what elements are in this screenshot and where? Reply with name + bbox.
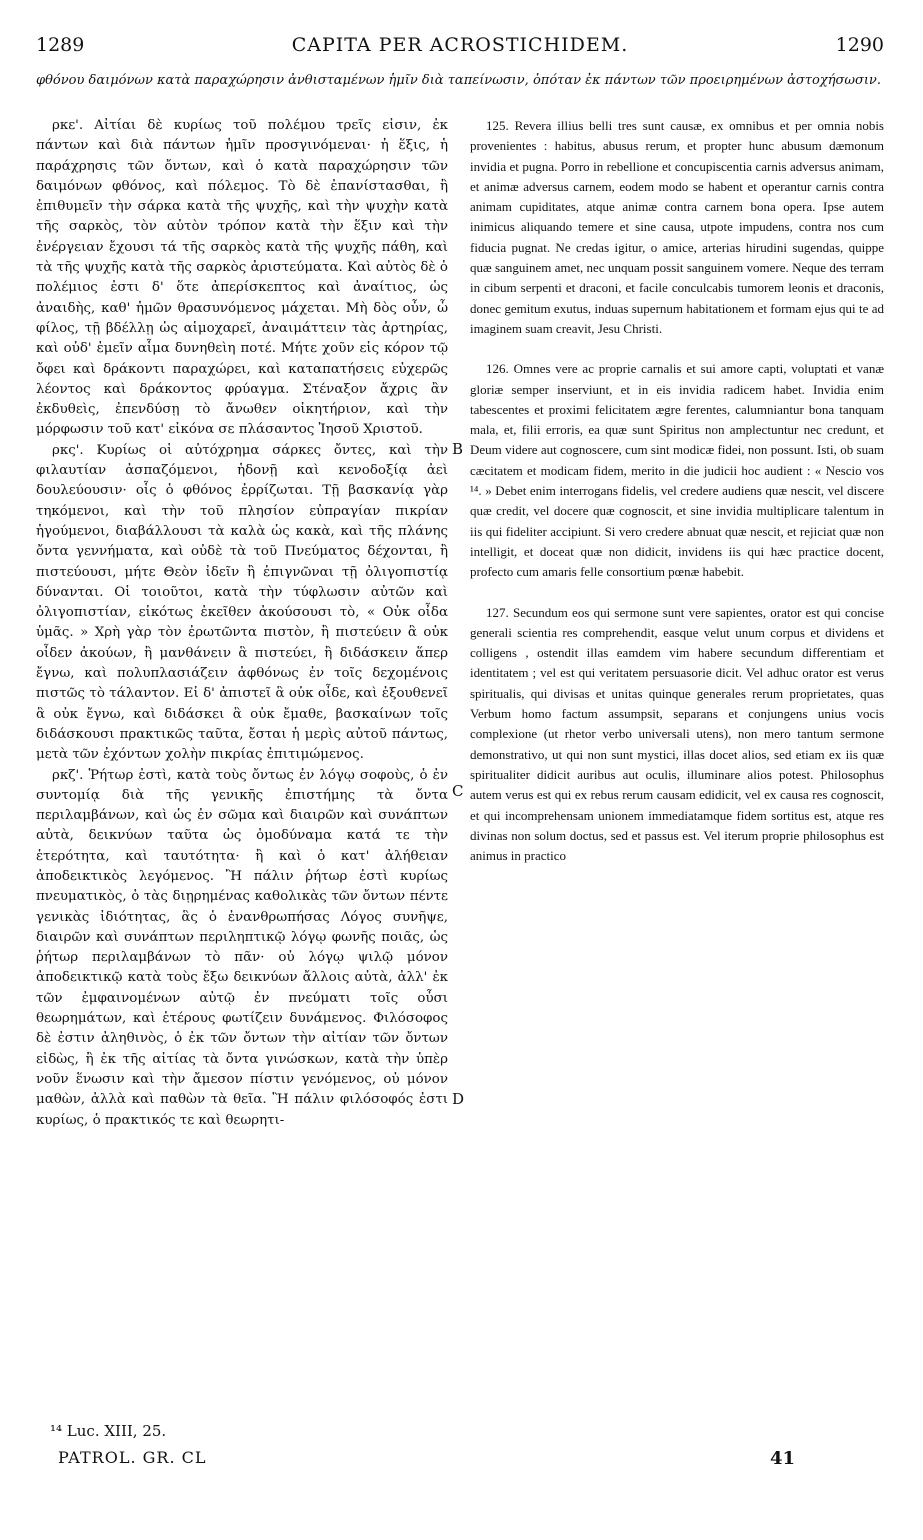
margin-marker-b: B <box>452 440 464 458</box>
greek-chapter-126: ρκς'. Κυρίως οἱ αὐτόχρημα σάρκες ὄντες, καὶ τὴν φιλαυτίαν ἀσπαζόμενοι, ἡδονῇ καὶ κενοδοξίᾳ ἀεὶ δουλεύουσιν· οἷς ὁ φθόνος ἐρρίζωται. Τῇ βασκανίᾳ γὰρ τηκόμενοι, καὶ τὴν τοῦ πλησίον εὐπραγίαν πικρίαν ἡγούμενοι, διαβάλλουσι τὰ καλὰ ὡς κακὰ, καὶ τῆς πλάνης ὄντα γεννήματα, καὶ οὐδὲ τὰ τοῦ Πνεύματος δέχονται, ἢ πιστεύουσι, μήτε Θεὸν ἰδεῖν ἢ ἐπιγνῶναι τῇ ὀλιγοπιστίᾳ δύνανται. Οἱ τοιοῦτοι, κατὰ τὴν τύφλωσιν αὐτῶν καὶ ὀλιγοπιστίαν, εἰκότως ἐκεῖθεν ἀκούσουσι τὸ, « Οὐκ οἶδα ὑμᾶς. » Χρὴ γὰρ τὸν ἐρωτῶντα πιστὸν, ἢ πιστεύειν ἃ οὐκ οἶδεν ἀκούων, ἢ μανθάνειν ἃ πιστεύει, ἢ διδάσκειν ἅπερ ἔγνω, καὶ πολυπλασιάζειν ἀφθόνως ἐν τοῖς δεχομένοις πιστῶς τὸ τάλαντον. Εἰ δ' ἀπιστεῖ ἃ οὐκ οἶδε, καὶ ἐξουθενεῖ ἃ οὐκ ἔγνω, καὶ διδάσκει ἃ οὐκ ἔμαθε, βασκαίνων τοῖς διδάσκουσι πρακτικῶς ταῦτα, ἔσται ἡ μερὶς αὐτοῦ πάντως, μετὰ τῶν ἐχόντων χολὴν πικρίας ἐπιτιμώμενος. <box>36 442 448 763</box>
running-title: CAPITA PER ACROSTICHIDEM. <box>291 34 629 56</box>
left-page-number: 1289 <box>36 34 85 56</box>
latin-column <box>470 116 884 886</box>
margin-marker-c: C <box>452 782 464 800</box>
latin-chapter-125: 125. Revera illius belli tres sunt causæ, ex omnibus et per omnia nobis provenientes : habitus, abusus rerum, et propter hunc abusum dæmonum invidia et pugna. Porro in rebellione et concupiscentia carnis adversus animam, et animæ adversus carnem, eodem modo se habent et operantur carnis contra animam cupiditates, atque animæ contra carnem bona opera. Ipse autem inimicus aliquando temere et sine causa, utpote impudens, contra nos cum fiducia pugnat. Ne credas igitur, o amice, arterias hirudini sugendas, quippe quæ sanguinem amet, nec unquam possit sanguinem vomere. Neque des terram in cibum serpenti et draconi, et facile conculcabis tumorem leonis et draconis, donec gemitum exutus, induas supernum habitationem et formam ejus qui te ad imaginem suam creavit, Jesu Christi. <box>470 118 884 336</box>
right-page-number: 1290 <box>835 34 884 56</box>
sheet-number: 41 <box>770 1448 796 1469</box>
greek-chapter-127: ρκζ'. Ῥήτωρ ἐστὶ, κατὰ τοὺς ὄντως ἐν λόγῳ σοφοὺς, ὁ ἐν συντομίᾳ διὰ τῆς γενικῆς ἐπιστήμης τὰ ὄντα περιλαμβάνων, καὶ ὡς ἐν σῶμα καὶ διαιρῶν καὶ συνάπτων αὐτὰ, δεικνύων ταῦτα ὡς ὁμοδύναμα κατά τε τὴν ἑτερότητα, καὶ ταυτότητα· ἢ καὶ ὁ κατ' ἀλήθειαν ἀποδεικτικὸς λεγόμενος. Ἢ πάλιν ῥήτωρ ἐστὶ κυρίως πνευματικὸς, ὁ τὰς διῃρημένας καθολικὰς τῶν ὄντων πέντε γενικὰς ἰδιότητας, ἃς ὁ ἐνανθρωπήσας Λόγος συνῆψε, διαιρῶν καὶ συνάπτων περιληπτικῷ λόγῳ φωνῆς ποιᾶς, ὡς ῥήτωρ περιλαμβάνων τὸ πᾶν· οὐ λόγῳ ψιλῷ μόνον ἀποδεικτικῷ κατὰ τοὺς ἔξω δεικνύων ἄλλοις αὐτὰ, ἀλλ' ἐκ τῶν ἐμφαινομένων αὐτῷ ἐν πνεύματι τοῖς οὖσι θεωρημάτων, καὶ ἑτέρους φωτίζειν δυνάμενος. Φιλόσοφος δὲ ἐστιν ἀληθινὸς, ὁ ἐκ τῶν ὄντων τὴν αἰτίαν τῶν ὄντων εἰδὼς, ἢ ἐκ τῆς αἰτίας τὰ ὄντα γινώσκων, κατὰ τὴν ὑπὲρ νοῦν ἕνωσιν καὶ τὴν ἄμεσον πίστιν γενόμενος, οὐ μόνον μαθὼν, ἀλλὰ καὶ παθὼν τὰ θεῖα. Ἢ πάλιν φιλόσοφός ἐστι κυρίως, ὁ πρακτικός τε καὶ θεωρητι- <box>36 767 448 1128</box>
latin-chapter-127: 127. Secundum eos qui sermone sunt vere sapientes, orator est qui concise generali scientia res comprehendit, easque velut unum corpus et dividens et colligens , ostendit illas eamdem vim habere secundum differentiam et identitatem ; vel est qui veritatem persuasorie dicit. Vel adhuc orator est verus spiritualis, qui divisas et unitas quinque generales rerum proprietates, quas Verbum homo factum assumpsit, separans et conjungens unius vocis complexione (ut rhetor verbo universali utens), non mero tantum sermone demonstrativo, ut qui non sunt mystici, illas docet alios, sed etiam ex iis quæ spiritualiter didicit auribus aut oculis, illuminare alios potest. Philosophus autem verus est qui ex rebus rerum causam edidicit, vel ex causa res cognoscit, et qui incomprehensam unionem immediatamque fidem sortitus est, atque res divinas non solum doctus, sed et passus est. Vel iterum proprie philosophus est animus in practico <box>470 604 884 864</box>
running-header <box>36 34 884 60</box>
greek-column <box>36 116 448 1131</box>
latin-chapter-126: 126. Omnes vere ac proprie carnalis et sui amore capti, voluptati et vanæ gloriæ semper inserviunt, et in eis invidia radicem habet. Invidia enim tabescentes et proximi felicitatem ægre ferentes, calumniantur bona tanquam mala, et, filii erroris, ea quæ sunt Spiritus non amplectuntur nec credunt, et Deum videre aut cognoscere, cum sint modicæ fidei, non possunt. Isti, ob suam cæcitatem et modicam fidem, merito in die judicii hoc audient : « Nescio vos ¹⁴. » Debet enim interrogans fidelis, vel credere audiens quæ nescit, vel discere quæ credit, vel docere quæ cognoscit, et sine invidia multiplicare talentum in iis qui fideliter accipiunt. Si vero credere abnuat quæ nescit, et rejiciat quæ non intelligit, et doceat quæ non didicit, invidens iis qui hæc practice docent, profecto cum amaris felle consortium pœnæ habebit. <box>470 361 884 580</box>
greek-chapter-125: ρκε'. Αἰτίαι δὲ κυρίως τοῦ πολέμου τρεῖς εἰσιν, ἐκ πάντων καὶ διὰ πάντων ἡμῖν προσγινόμεναι· ἡ ἕξις, ἡ παράχρησις τῶν ὄντων, καὶ ὁ κατὰ παραχώρησιν τῶν δαιμόνων φθόνος, καὶ πόλεμος. Τὸ δὲ ἐπανίστασθαι, ἢ ἐπιθυμεῖν τὴν σάρκα κατὰ τῆς ψυχῆς, καὶ τὴν ψυχὴν κατὰ τῆς σαρκὸς, τὸν αὐτὸν τρόπον κατὰ τὴν ἕξιν καὶ τὴν ἐνέργειαν ἔχουσι τά τῆς σαρκὸς κατὰ τῆς ψυχῆς πάθη, καὶ τὰ τῆς ψυχῆς κατὰ τῆς σαρκὸς ἀριστεύματα. Καὶ αὐτὸς δὲ ὁ πολέμιος ἐστι δ' ὅτε ἀπερίσκεπτος καὶ ἀναίτιος, ὡς ἀναιδὴς, καθ' ἡμῶν θρασυνόμενος μάχεται. Μὴ δὸς οὖν, ὦ φίλος, τῇ βδέλλῃ ὡς αἱμοχαρεῖ, ἀναιμάττειν τὰς ἀρτηρίας, καὶ οὐδ' ἐμεῖν αἷμα δυνηθεὶη ποτέ. Μήτε χοῦν εἰς κόρον τῷ ὄφει καὶ δράκοντι παραχώρει, καὶ καταπατήσεις εὐχερῶς λέοντος καὶ δράκοντος φρύαγμα. Στέναξον ἄχρις ἂν ἐκδυθεὶς, ἐπενδύσῃ τὸ ἄνωθεν οἰκητήριον, καὶ τὴν μόρφωσιν τοῦ κατ' εἰκόνα σε πλάσαντος Ἰησοῦ Χριστοῦ. <box>36 118 448 438</box>
greek-continuation: φθόνου δαιμόνων κατὰ παραχώρησιν ἀνθισταμένων ἡμῖν διὰ ταπείνωσιν, ὁπόταν ἐκ πάντων τῶν προειρημένων ἀστοχήσωσιν. <box>36 73 881 88</box>
printer-signature: PATROL. GR. CL <box>58 1448 207 1467</box>
footnote: ¹⁴ Luc. XIII, 25. <box>50 1422 167 1440</box>
margin-marker-d: D <box>452 1090 465 1108</box>
